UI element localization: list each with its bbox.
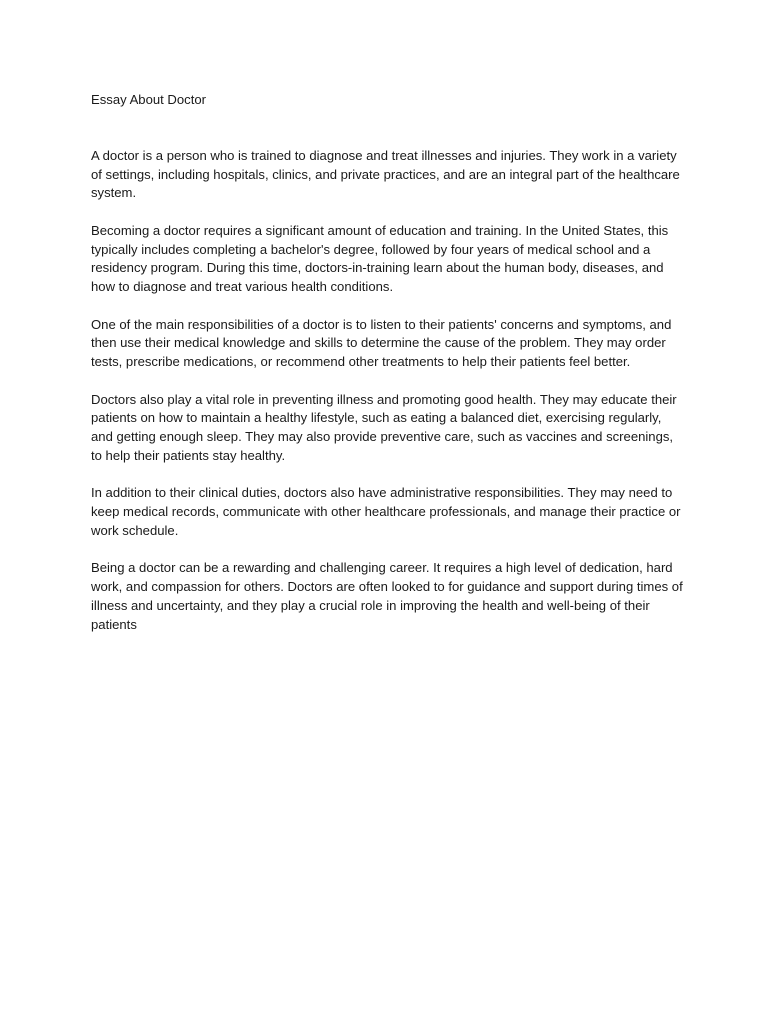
paragraph-conclusion: Being a doctor can be a rewarding and challenging career. It requires a high level of dedication, hard work, and compassion for others. Doctors are often looked to for guidance and support during times of illness and uncertainty, and they play a crucial role in improving the health and well-being of their patients: [91, 560, 683, 632]
paragraph-intro: A doctor is a person who is trained to diagnose and treat illnesses and injuries. They work in a variety of settings, including hospitals, clinics, and private practices, and are an integral part of the healthcare system.: [91, 147, 680, 201]
document-body: [91, 91, 685, 653]
paragraph-prevention: Doctors also play a vital role in preventing illness and promoting good health. They may educate their patients on how to maintain a healthy lifestyle, such as eating a balanced diet, exercising regularly, and getting enough sleep. They may also provide preventive care, such as vaccines and screenings, to help their patients stay healthy.: [91, 391, 677, 463]
paragraph-responsibilities: One of the main responsibilities of a doctor is to listen to their patients' concerns and symptoms, and then use their medical knowledge and skills to determine the cause of the problem. They may order tests, prescribe medications, or recommend other treatments to help their patients feel better.: [91, 316, 672, 370]
document-title: Essay About Doctor: [91, 92, 206, 107]
paragraph-education: Becoming a doctor requires a significant amount of education and training. In the United States, this typically includes completing a bachelor's degree, followed by four years of medical school and a residency program. During this time, doctors-in-training learn about the human body, diseases, and how to diagnose and treat various health conditions.: [91, 222, 669, 295]
paragraph-administration: In addition to their clinical duties, doctors also have administrative responsibilities. They may need to keep medical records, communicate with other healthcare professionals, and manage their practice or work schedule.: [91, 485, 681, 538]
